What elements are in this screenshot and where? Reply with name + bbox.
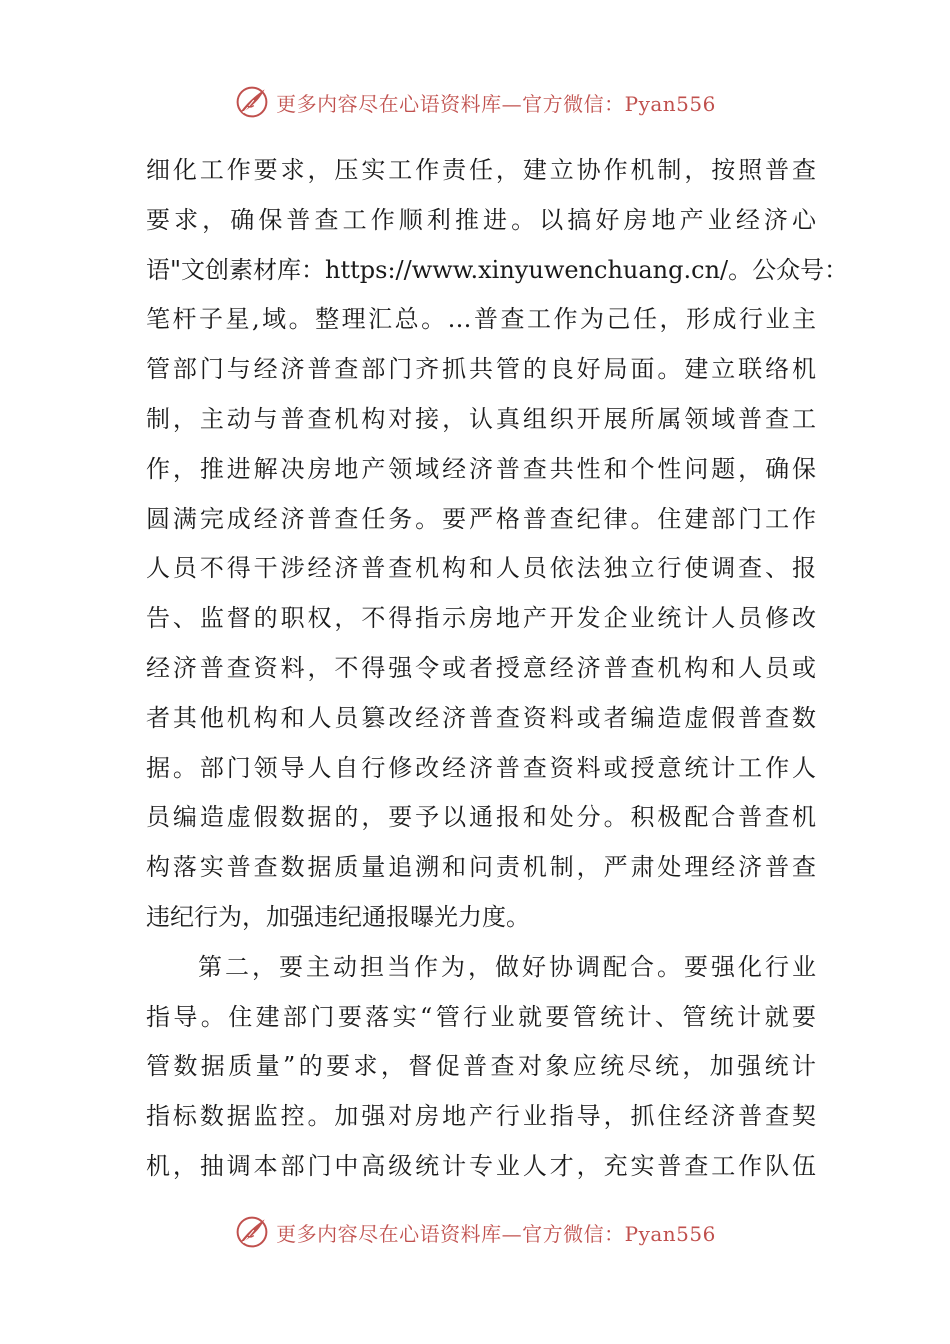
text-line: 笔杆子星,域。整理汇总。…普查工作为己任，形成行业主: [146, 305, 816, 334]
quill-pen-logo-icon: [234, 84, 270, 120]
text-line: 指标数据监控。加强对房地产行业指导，抓住经济普查契: [146, 1102, 816, 1131]
text-line: 作，推进解决房地产领域经济普查共性和个性问题，确保: [146, 454, 816, 483]
text-line: 管数据质量”的要求，督促普查对象应统尽统，加强统计: [146, 1052, 816, 1081]
text-line: 指导。住建部门要落实“管行业就要管统计、管统计就要: [146, 1002, 816, 1031]
text-line: 构落实普查数据质量追溯和问责机制，严肃处理经济普查: [146, 853, 816, 882]
document-body: [146, 146, 849, 1192]
text-line: 告、监督的职权，不得指示房地产开发企业统计人员修改: [146, 604, 816, 633]
text-line: 制，主动与普查机构对接，认真组织开展所属领域普查工: [146, 404, 816, 433]
text-line: 管部门与经济普查部门齐抓共管的良好局面。建立联络机: [146, 355, 816, 384]
header-banner: [0, 80, 950, 124]
footer-banner: [0, 1210, 950, 1254]
text-line: 人员不得干涉经济普查机构和人员依法独立行使调查、报: [146, 554, 816, 583]
text-line: 第二，要主动担当作为，做好协调配合。要强化行业: [198, 952, 816, 981]
footer-banner-text: 更多内容尽在心语资料库—官方微信：Pyan556: [276, 1221, 716, 1246]
text-line: 要求，确保普查工作顺利推进。以搞好房地产业经济心: [146, 205, 816, 234]
header-banner-text: 更多内容尽在心语资料库—官方微信：Pyan556: [276, 91, 716, 116]
paragraph-2: [146, 943, 816, 1192]
quill-pen-logo-icon: [234, 1214, 270, 1250]
text-line: 据。部门领导人自行修改经济普查资料或授意统计工作人: [146, 753, 816, 782]
text-line: 圆满完成经济普查任务。要严格普查纪律。住建部门工作: [146, 504, 816, 533]
text-line: 细化工作要求，压实工作责任，建立协作机制，按照普查: [146, 156, 816, 184]
text-line: 违纪行为，加强违纪通报曝光力度。: [146, 902, 530, 931]
text-line: 员编造虚假数据的，要予以通报和处分。积极配合普查机: [146, 803, 816, 832]
paragraph-1: [146, 146, 849, 943]
text-line: 语"文创素材库：https://www.xinyuwenchuang.cn/。公众号：: [146, 255, 849, 284]
text-line: 机，抽调本部门中高级统计专业人才，充实普查工作队伍: [146, 1151, 816, 1180]
text-line: 经济普查资料，不得强令或者授意经济普查机构和人员或: [146, 653, 816, 682]
text-line: 者其他机构和人员篡改经济普查资料或者编造虚假普查数: [146, 703, 816, 732]
